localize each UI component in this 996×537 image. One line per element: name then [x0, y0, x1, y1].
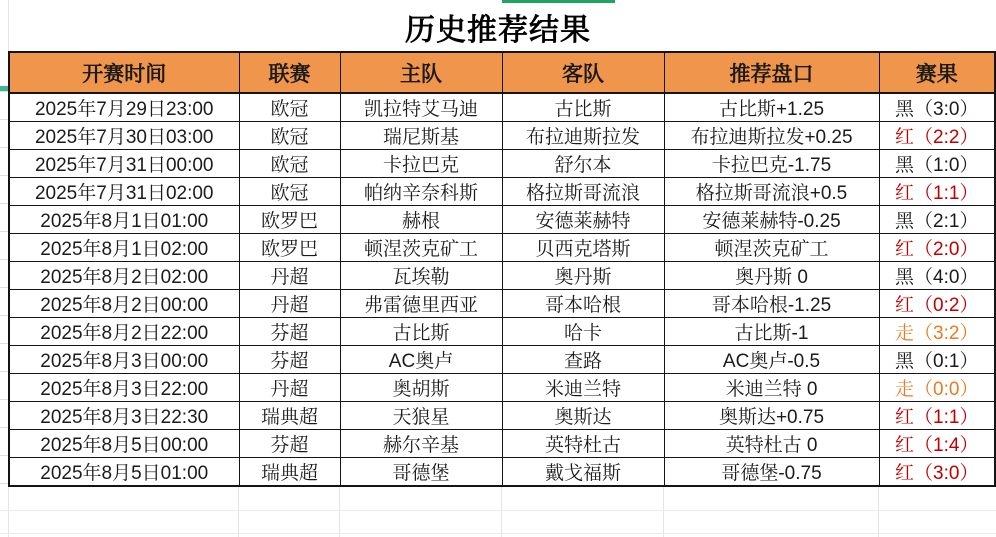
cell-away: 哥本哈根 [502, 290, 664, 318]
spreadsheet-gridline [0, 175, 8, 176]
cell-time: 2025年8月3日22:00 [9, 374, 239, 402]
cell-away: 贝西克塔斯 [502, 234, 664, 262]
spreadsheet-gridline [0, 510, 996, 511]
cell-league: 欧冠 [239, 150, 340, 178]
cell-result: 红（0:2） [879, 290, 995, 318]
cell-away: 英特杜古 [502, 430, 664, 458]
table-row [9, 150, 995, 178]
cell-away: 哈卡 [502, 318, 664, 346]
table-row [9, 346, 995, 374]
table-row [9, 206, 995, 234]
cell-league: 欧冠 [239, 122, 340, 150]
selection-accent-left [0, 86, 8, 91]
column-header-league: 联赛 [239, 52, 340, 93]
table-row [9, 262, 995, 290]
cell-league: 芬超 [239, 318, 340, 346]
cell-league: 芬超 [239, 430, 340, 458]
cell-result: 黑（4:0） [879, 262, 995, 290]
cell-away: 奥斯达 [502, 402, 664, 430]
spreadsheet-gridline [0, 533, 996, 534]
cell-result: 红（2:2） [879, 122, 995, 150]
cell-time: 2025年8月2日00:00 [9, 290, 239, 318]
spreadsheet-gridline [0, 483, 8, 484]
cell-home: 卡拉巴克 [340, 150, 502, 178]
cell-handicap: 奥斯达+0.75 [664, 402, 879, 430]
cell-away: 舒尔本 [502, 150, 664, 178]
table-row [9, 374, 995, 402]
cell-league: 瑞典超 [239, 402, 340, 430]
cell-handicap: 顿涅茨克矿工 [664, 234, 879, 262]
cell-handicap: 哥德堡-0.75 [664, 458, 879, 487]
spreadsheet-gridline [0, 203, 8, 204]
cell-away: 格拉斯哥流浪 [502, 178, 664, 206]
spreadsheet-gridline [0, 147, 8, 148]
table-row [9, 290, 995, 318]
spreadsheet-gridline [0, 259, 8, 260]
table-row [9, 234, 995, 262]
cell-home: 瓦埃勒 [340, 262, 502, 290]
cell-league: 欧冠 [239, 93, 340, 122]
table-header [9, 52, 995, 93]
cell-result: 黑（3:0） [879, 93, 995, 122]
cell-league: 欧罗巴 [239, 234, 340, 262]
cell-time: 2025年8月5日01:00 [9, 458, 239, 487]
cell-home: 瑞尼斯基 [340, 122, 502, 150]
cell-result: 走（3:2） [879, 318, 995, 346]
cell-handicap: 安德莱赫特-0.25 [664, 206, 879, 234]
cell-away: 奥丹斯 [502, 262, 664, 290]
cell-away: 古比斯 [502, 93, 664, 122]
table-row [9, 458, 995, 487]
spreadsheet-gridline [0, 455, 8, 456]
cell-handicap: 英特杜古 0 [664, 430, 879, 458]
cell-handicap: 格拉斯哥流浪+0.5 [664, 178, 879, 206]
cell-home: 古比斯 [340, 318, 502, 346]
column-header-home: 主队 [340, 52, 502, 93]
cell-league: 欧冠 [239, 178, 340, 206]
table-row [9, 93, 995, 122]
cell-away: 米迪兰特 [502, 374, 664, 402]
cell-result: 黑（0:1） [879, 346, 995, 374]
spreadsheet-gridline [0, 343, 8, 344]
cell-home: 弗雷德里西亚 [340, 290, 502, 318]
spreadsheet-gridline [0, 371, 8, 372]
results-table [8, 51, 996, 487]
cell-league: 芬超 [239, 346, 340, 374]
column-header-result: 赛果 [879, 52, 995, 93]
cell-time: 2025年7月31日02:00 [9, 178, 239, 206]
cell-result: 红（2:0） [879, 234, 995, 262]
cell-time: 2025年8月3日22:30 [9, 402, 239, 430]
cell-result: 红（1:1） [879, 178, 995, 206]
column-header-time: 开赛时间 [9, 52, 239, 93]
cell-league: 丹超 [239, 374, 340, 402]
table-row [9, 402, 995, 430]
cell-result: 走（0:0） [879, 374, 995, 402]
cell-time: 2025年7月30日03:00 [9, 122, 239, 150]
cell-result: 黑（2:1） [879, 206, 995, 234]
cell-away: 布拉迪斯拉发 [502, 122, 664, 150]
cell-time: 2025年8月2日02:00 [9, 262, 239, 290]
spreadsheet-gridline [0, 399, 8, 400]
cell-result: 红（1:1） [879, 402, 995, 430]
cell-time: 2025年7月31日00:00 [9, 150, 239, 178]
cell-away: 安德莱赫特 [502, 206, 664, 234]
table-row [9, 178, 995, 206]
cell-away: 戴戈福斯 [502, 458, 664, 487]
cell-home: 赫尔辛基 [340, 430, 502, 458]
cell-league: 丹超 [239, 290, 340, 318]
spreadsheet-gridline [0, 315, 8, 316]
spreadsheet-gridline [0, 427, 8, 428]
cell-time: 2025年8月1日02:00 [9, 234, 239, 262]
cell-time: 2025年7月29日23:00 [9, 93, 239, 122]
cell-handicap: 奥丹斯 0 [664, 262, 879, 290]
cell-time: 2025年8月1日01:00 [9, 206, 239, 234]
cell-result: 黑（1:0） [879, 150, 995, 178]
cell-handicap: 哥本哈根-1.25 [664, 290, 879, 318]
cell-home: 哥德堡 [340, 458, 502, 487]
cell-home: 奥胡斯 [340, 374, 502, 402]
cell-handicap: 卡拉巴克-1.75 [664, 150, 879, 178]
cell-handicap: 米迪兰特 0 [664, 374, 879, 402]
header-row [9, 52, 995, 93]
cell-time: 2025年8月5日00:00 [9, 430, 239, 458]
cell-handicap: 布拉迪斯拉发+0.25 [664, 122, 879, 150]
cell-home: 天狼星 [340, 402, 502, 430]
cell-handicap: AC奥卢-0.5 [664, 346, 879, 374]
spreadsheet-gridline [0, 287, 8, 288]
cell-home: 顿涅茨克矿工 [340, 234, 502, 262]
cell-home: 凯拉特艾马迪 [340, 93, 502, 122]
spreadsheet-gridline [0, 91, 8, 92]
selection-accent-top [502, 0, 615, 3]
cell-away: 查路 [502, 346, 664, 374]
cell-home: AC奥卢 [340, 346, 502, 374]
cell-handicap: 古比斯+1.25 [664, 93, 879, 122]
table-body [9, 93, 995, 486]
cell-home: 帕纳辛奈科斯 [340, 178, 502, 206]
spreadsheet-gridline [0, 119, 8, 120]
cell-result: 红（1:4） [879, 430, 995, 458]
spreadsheet-gridline [0, 231, 8, 232]
cell-league: 丹超 [239, 262, 340, 290]
table-row [9, 122, 995, 150]
cell-league: 瑞典超 [239, 458, 340, 487]
table-row [9, 430, 995, 458]
column-header-away: 客队 [502, 52, 664, 93]
page-title: 历史推荐结果 [405, 14, 591, 47]
table-row [9, 318, 995, 346]
cell-home: 赫根 [340, 206, 502, 234]
cell-time: 2025年8月3日00:00 [9, 346, 239, 374]
cell-result: 红（3:0） [879, 458, 995, 487]
column-header-handicap: 推荐盘口 [664, 52, 879, 93]
cell-handicap: 古比斯-1 [664, 318, 879, 346]
cell-time: 2025年8月2日22:00 [9, 318, 239, 346]
cell-league: 欧罗巴 [239, 206, 340, 234]
